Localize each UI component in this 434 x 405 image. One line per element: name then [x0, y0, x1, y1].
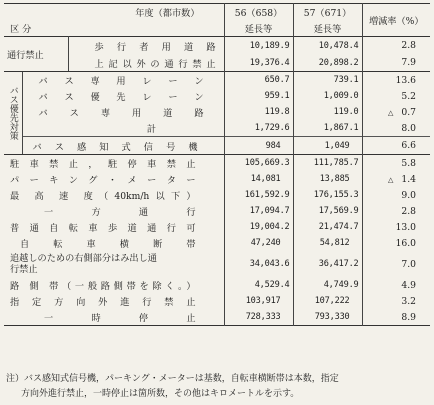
- year-count-header: 年度（都市数）: [135, 8, 200, 19]
- change-rate-value: 16.0: [362, 235, 430, 251]
- table-row: [4, 203, 430, 219]
- change-rate-value: 13.6: [362, 72, 430, 89]
- fy57-value: 176,155.3: [293, 187, 362, 203]
- traffic-regulation-table: [4, 3, 430, 326]
- table-row: [4, 277, 430, 293]
- row-label: 最 高 速 度（40km/h以下）: [10, 191, 196, 202]
- row-label: 路 側 帯（一般路側帯を除く。）: [10, 281, 196, 292]
- fy56-value: 14,081: [224, 171, 293, 187]
- category-header: 区 分: [10, 24, 32, 35]
- fy57-value: 17,569.9: [293, 203, 362, 219]
- change-rate-value: 8.9: [362, 309, 430, 326]
- change-rate-value: 2.8: [362, 203, 430, 219]
- table-row: [4, 72, 430, 89]
- row-label: バ ス 感 知 式 信 号 機: [32, 141, 198, 153]
- fy57-value: 4,749.9: [293, 277, 362, 293]
- table-row: [4, 104, 430, 120]
- row-label: バ ス 優 先 レ ー ン: [38, 92, 204, 103]
- table-row: [4, 54, 430, 72]
- table-row: [4, 120, 430, 137]
- table-row: [4, 235, 430, 251]
- change-rate-value: △ 1.4: [362, 171, 430, 187]
- row-label: 一 方 通 行: [44, 207, 196, 218]
- table-row: [4, 293, 430, 309]
- change-rate-value: 3.2: [362, 293, 430, 309]
- change-rate-value: 13.0: [362, 219, 430, 235]
- change-rate-value: △ 0.7: [362, 104, 430, 120]
- change-rate-value: 7.9: [362, 54, 430, 72]
- row-label: 追越しのための右側部分はみ出し通行禁止: [10, 253, 157, 275]
- fy57-value: 739.1: [293, 72, 362, 89]
- row-label: 自 転 車 横 断 帯: [20, 239, 196, 250]
- table-row: [4, 251, 430, 277]
- fy57-value: 54,812: [293, 235, 362, 251]
- fy57-value: 36,417.2: [293, 251, 362, 277]
- change-rate-value: 4.9: [362, 277, 430, 293]
- row-label: 歩 行 者 用 道 路: [94, 41, 216, 53]
- row-label-total: 計: [146, 124, 157, 135]
- fy56-value: 650.7: [224, 72, 293, 89]
- table-row: [4, 37, 430, 55]
- fy56-value: 103,917: [224, 293, 293, 309]
- row-label: パーキング・メーター: [10, 175, 196, 186]
- row-label: 上記以外の通行禁止: [94, 58, 216, 70]
- table-row: [4, 187, 430, 203]
- fy57-subheader: 延長等: [293, 20, 362, 37]
- footnote-line-1: 注）バス感知式信号機，パーキング・メーターは基数，自転車横断帯は本数，指定: [6, 374, 339, 384]
- change-rate-header: 増減率（%）: [362, 4, 430, 37]
- fy56-value: 984: [224, 137, 293, 155]
- fy56-value: 4,529.4: [224, 277, 293, 293]
- table-row: [4, 309, 430, 326]
- fy57-value: 1,009.0: [293, 88, 362, 104]
- table-row: [4, 88, 430, 104]
- row-label: 一 時 停 止: [44, 313, 196, 324]
- fy56-value: 161,592.9: [224, 187, 293, 203]
- fy57-value: 119.0: [293, 104, 362, 120]
- change-rate-value: 5.2: [362, 88, 430, 104]
- fy56-subheader: 延長等: [224, 20, 293, 37]
- group-label-bus-priority: バス優先対策: [4, 72, 22, 155]
- fy56-value: 47,240: [224, 235, 293, 251]
- fy56-value: 728,333: [224, 309, 293, 326]
- negative-mark: △: [388, 108, 394, 117]
- row-label: バ ス 専 用 道 路: [38, 108, 204, 119]
- fy57-value: 111,785.7: [293, 155, 362, 172]
- negative-mark: △: [388, 175, 394, 184]
- row-label: 普通自転車歩道通行可: [10, 223, 196, 234]
- change-rate-value: 2.8: [362, 37, 430, 55]
- table-row: [4, 155, 430, 172]
- group-label-traffic-ban: 通行禁止: [4, 37, 68, 72]
- change-rate-value: 9.0: [362, 187, 430, 203]
- change-rate-value: 7.0: [362, 251, 430, 277]
- fy56-header: 56（658）: [224, 4, 293, 21]
- fy56-value: 119.8: [224, 104, 293, 120]
- row-label: 駐車禁止，駐停車禁止: [10, 159, 196, 170]
- fy57-value: 21,474.7: [293, 219, 362, 235]
- row-label: バ ス 専 用 レ ー ン: [38, 76, 204, 87]
- fy56-value: 19,376.4: [224, 54, 293, 72]
- fy56-value: 105,669.3: [224, 155, 293, 172]
- fy56-value: 19,004.2: [224, 219, 293, 235]
- fy56-value: 1,729.6: [224, 120, 293, 137]
- row-label: 指 定 方 向 外 進 行 禁 止: [10, 297, 196, 308]
- fy57-value: 20,898.2: [293, 54, 362, 72]
- fy56-value: 34,043.6: [224, 251, 293, 277]
- fy57-value: 1,049: [293, 137, 362, 155]
- change-rate-value: 6.6: [362, 137, 430, 155]
- data-table-container: [4, 3, 430, 369]
- fy57-header: 57（671）: [293, 4, 362, 21]
- fy57-value: 1,867.1: [293, 120, 362, 137]
- fy56-value: 959.1: [224, 88, 293, 104]
- fy57-value: 793,330: [293, 309, 362, 326]
- table-footnote: [6, 372, 430, 402]
- fy56-value: 10,189.9: [224, 37, 293, 55]
- table-row: [4, 219, 430, 235]
- table-row: [4, 171, 430, 187]
- table-row: [4, 137, 430, 155]
- fy57-value: 13,885: [293, 171, 362, 187]
- fy57-value: 107,222: [293, 293, 362, 309]
- change-rate-value: 8.0: [362, 120, 430, 137]
- fy57-value: 10,478.4: [293, 37, 362, 55]
- footnote-line-2: 方向外進行禁止，一時停止は箇所数，その他はキロメートルを示す。: [21, 389, 300, 399]
- change-rate-value: 5.8: [362, 155, 430, 172]
- fy56-value: 17,094.7: [224, 203, 293, 219]
